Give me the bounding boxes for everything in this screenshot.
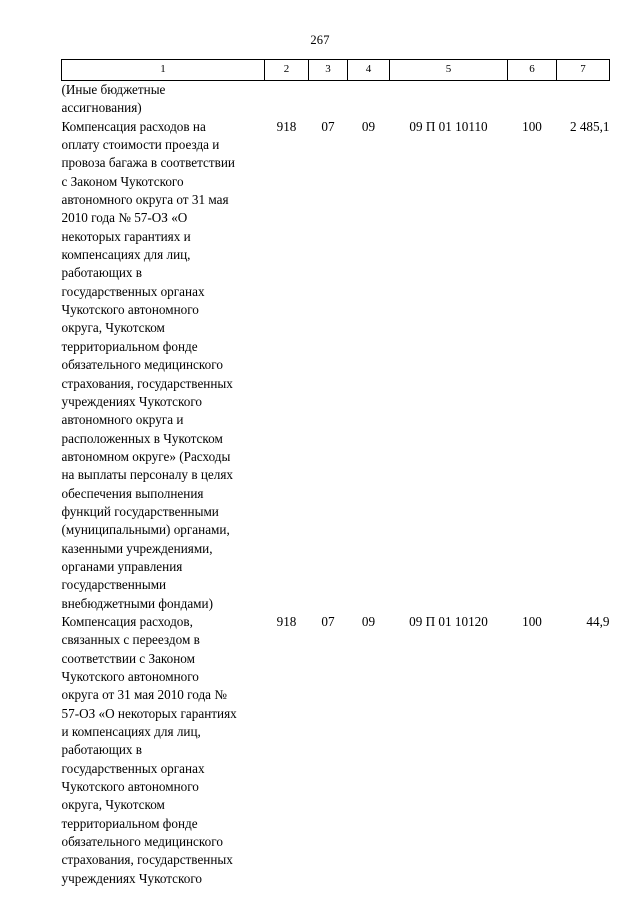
text-line: учреждениях Чукотского xyxy=(61,393,203,409)
table-row xyxy=(62,118,610,613)
column-header-3: 3 xyxy=(309,60,348,81)
text-line: с Законом Чукотского xyxy=(61,173,184,189)
text-line: территориальном фонде xyxy=(61,815,198,831)
text-line: Компенсация расходов, xyxy=(61,613,193,629)
text-line: (муниципальными) органами, xyxy=(61,522,230,538)
table-row xyxy=(62,613,610,888)
text-line: обязательного медицинского xyxy=(61,357,223,373)
text-line: и компенсациях для лиц, xyxy=(61,724,201,740)
continuation-statya-cell xyxy=(390,81,508,118)
table-header xyxy=(62,60,610,81)
vid-raskhoda-cell: 100 xyxy=(522,613,542,629)
vid-raskhoda-cell: 100 xyxy=(522,118,542,134)
text-line: обеспечения выполнения xyxy=(61,485,204,501)
budget-table-container xyxy=(61,59,609,888)
text-line: государственных органах xyxy=(61,283,205,299)
column-header-7: 7 xyxy=(557,60,610,81)
table-header-row xyxy=(62,60,610,81)
celevaya-statya-cell: 09 П 01 10120 xyxy=(409,613,488,629)
podrazdel-cell: 09 xyxy=(361,118,376,134)
text-line: Компенсация расходов на xyxy=(61,118,206,134)
razdel-cell: 07 xyxy=(321,118,335,134)
column-header-1: 1 xyxy=(62,60,265,81)
expense-name-lines xyxy=(62,613,265,888)
text-line: обязательного медицинского xyxy=(61,834,223,850)
summa-cell: 2 485,1 xyxy=(569,118,610,134)
text-line: 2010 года № 57-ОЗ «О xyxy=(61,210,188,226)
text-line: автономного округа и xyxy=(61,412,184,428)
page-number: 267 xyxy=(310,33,330,47)
text-line: расположенных в Чукотском xyxy=(61,430,223,446)
text-line: автономного округа от 31 мая xyxy=(61,192,229,208)
text-line: государственными xyxy=(61,577,167,593)
razdel-cell: 07 xyxy=(321,613,335,629)
text-line: провоза багажа в соответствии xyxy=(61,155,235,171)
podrazdel-cell: 09 xyxy=(361,613,376,629)
text-line: учреждениях Чукотского xyxy=(61,870,203,886)
summa-cell: 44,9 xyxy=(586,613,610,629)
continuation-vid-cell xyxy=(508,81,557,118)
text-line: 57-ОЗ «О некоторых гарантиях xyxy=(61,705,237,721)
text-line: страхования, государственных xyxy=(61,852,233,868)
vedomstvo-cell: 918 xyxy=(276,613,297,629)
column-header-6: 6 xyxy=(508,60,557,81)
text-line: работающих в xyxy=(61,742,143,758)
expense-name-cell xyxy=(62,613,265,888)
table-row-continuation xyxy=(62,81,610,118)
continuation-vedomstvo-cell xyxy=(265,81,309,118)
text-line: связанных с переездом в xyxy=(61,632,200,648)
text-line: соответствии с Законом xyxy=(61,650,195,666)
text-line: (Иные бюджетные xyxy=(61,82,166,97)
table-body xyxy=(62,81,610,889)
text-line: казенными учреждениями, xyxy=(61,540,213,556)
text-line: округа, Чукотском xyxy=(61,320,165,336)
celevaya-statya-cell: 09 П 01 10110 xyxy=(409,118,488,134)
text-line: функций государственными xyxy=(61,503,219,519)
text-line: ассигнования) xyxy=(61,100,142,116)
text-line: Чукотского автономного xyxy=(61,779,199,795)
text-line: компенсациях для лиц, xyxy=(61,247,191,263)
budget-table xyxy=(61,59,610,888)
column-header-2: 2 xyxy=(265,60,309,81)
text-line: органами управления xyxy=(61,558,183,574)
column-header-4: 4 xyxy=(348,60,390,81)
text-line: государственных органах xyxy=(61,760,205,776)
text-line: на выплаты персоналу в целях xyxy=(61,467,233,483)
text-line: территориальном фонде xyxy=(61,338,198,354)
text-line: автономном округе» (Расходы xyxy=(61,448,231,464)
text-line: оплату стоимости проезда и xyxy=(61,137,220,153)
continuation-podrazdel-cell xyxy=(348,81,390,118)
text-line: работающих в xyxy=(61,265,143,281)
continuation-lines xyxy=(62,81,265,118)
expense-name-lines xyxy=(62,118,265,613)
text-line: Чукотского автономного xyxy=(61,669,199,684)
text-line: округа от 31 мая 2010 года № xyxy=(61,687,227,703)
text-line: округа, Чукотском xyxy=(61,797,165,813)
text-line: Чукотского автономного xyxy=(61,302,199,318)
continuation-text-cell xyxy=(62,81,265,118)
text-line: внебюджетными фондами) xyxy=(61,595,213,611)
text-line: страхования, государственных xyxy=(61,375,233,391)
expense-name-cell xyxy=(62,118,265,613)
continuation-razdel-cell xyxy=(309,81,348,118)
vedomstvo-cell: 918 xyxy=(276,118,297,134)
text-line: некоторых гарантиях и xyxy=(61,228,191,244)
continuation-summa-cell xyxy=(557,81,610,118)
column-header-5: 5 xyxy=(390,60,508,81)
